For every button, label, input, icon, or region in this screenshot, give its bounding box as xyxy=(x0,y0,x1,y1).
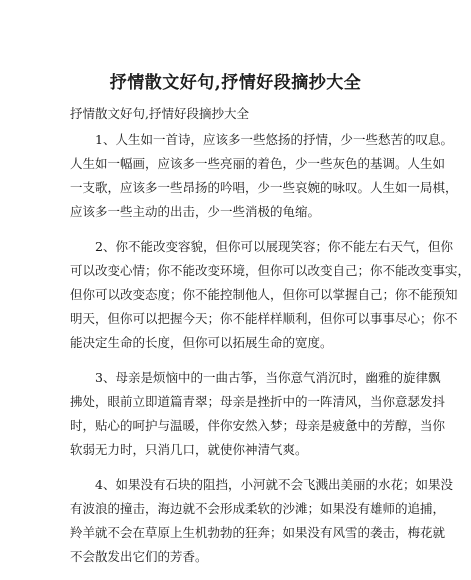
paragraph-4 xyxy=(70,473,453,569)
paragraph-line: 4、如果没有石块的阻挡，小河就不会飞溅出美丽的水花；如果没 xyxy=(70,477,453,492)
paragraph-line: 3、母亲是烦恼中的一曲古筝，当你意气消沉时，幽雅的旋律飘 xyxy=(70,370,441,385)
paragraph-line: 明天，但你可以把握今天；你不能样样顺利，但你可以事事尽心；你不 xyxy=(70,311,458,326)
paragraph-line: 2、你不能改变容貌，但你可以展现笑容；你不能左右天气，但你 xyxy=(70,239,453,254)
paragraph-line: 可以改变心情；你不能改变环境，但你可以改变自己；你不能改变事实， xyxy=(70,263,471,278)
paragraph-line: 不会散发出它们的芳香。 xyxy=(70,549,208,564)
paragraph-line: 但你可以改变态度；你不能控制他人，但你可以掌握自己；你不能预知 xyxy=(70,287,458,302)
paragraph-line: 应该多一些主动的出击，少一些消极的龟缩。 xyxy=(70,204,321,219)
paragraph-line: 能决定生命的长度，但你可以拓展生命的宽度。 xyxy=(70,335,333,350)
paragraph-line: 拂处，眼前立即道篇青翠；母亲是挫折中的一阵清风，当你意瑟发抖 xyxy=(70,394,446,409)
paragraph-line: 羚羊就不会在草原上生机勃勃的狂奔；如果没有风雪的袭击，梅花就 xyxy=(70,525,446,540)
article-body xyxy=(70,128,471,580)
paragraph-3 xyxy=(70,366,446,462)
paragraph-line: 软弱无力时，只消几口，就使你神清气爽。 xyxy=(70,442,308,457)
page-subtitle: 抒情散文好句,抒情好段摘抄大全 xyxy=(70,106,249,121)
paragraph-line: 时，贴心的呵护与温暖，伴你安然入梦；母亲是疲惫中的芳醇，当你 xyxy=(70,418,446,433)
page-title: 抒情散文好句,抒情好段摘抄大全 xyxy=(109,73,362,93)
paragraph-line: 1、人生如一首诗，应该多一些悠扬的抒情，少一些愁苦的叹息。 xyxy=(70,132,453,147)
paragraph-1 xyxy=(70,128,458,224)
paragraph-line: 有波浪的撞击，海边就不会形成柔软的沙滩；如果没有雄师的追捕， xyxy=(70,501,446,516)
paragraph-line: 一支歌，应该多一些昂扬的吟唱，少一些哀婉的咏叹。人生如一局棋， xyxy=(70,180,458,195)
paragraph-line: 人生如一幅画，应该多一些亮丽的着色，少一些灰色的基调。人生如 xyxy=(70,156,446,171)
paragraph-2 xyxy=(70,235,471,355)
